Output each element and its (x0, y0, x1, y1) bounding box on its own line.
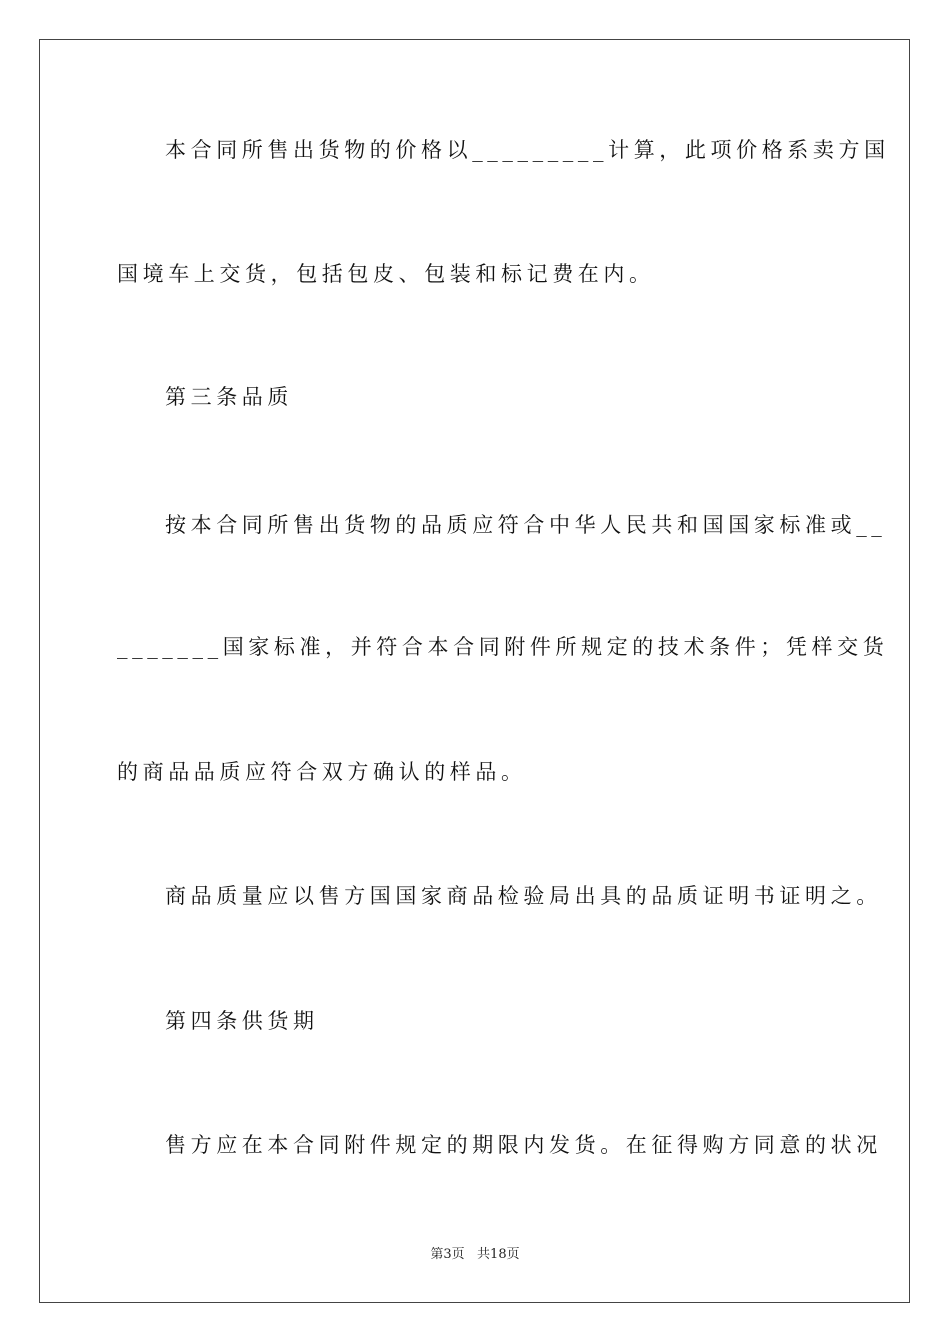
page-number-footer: 第3页 共18页 (430, 1247, 520, 1262)
paragraph-inspection: 商品质量应以售方国国家商品检验局出具的品质证明书证明之。 (165, 884, 882, 908)
page-border (39, 39, 910, 1303)
paragraph-price-line-1: 本合同所售出货物的价格以_________计算，此项价格系卖方国 (165, 138, 890, 162)
section-heading-delivery: 第四条供货期 (165, 1009, 319, 1033)
paragraph-price-line-2: 国境车上交货，包括包皮、包装和标记费在内。 (117, 262, 655, 286)
section-heading-quality: 第三条品质 (165, 385, 293, 409)
paragraph-quality-line-2: _______国家标准，并符合本合同附件所规定的技术条件；凭样交货 (117, 635, 889, 659)
paragraph-quality-line-1: 按本合同所售出货物的品质应符合中华人民共和国国家标准或__ (165, 513, 887, 537)
paragraph-delivery-line-1: 售方应在本合同附件规定的期限内发货。在征得购方同意的状况 (165, 1133, 882, 1157)
paragraph-quality-line-3: 的商品品质应符合双方确认的样品。 (117, 760, 527, 784)
